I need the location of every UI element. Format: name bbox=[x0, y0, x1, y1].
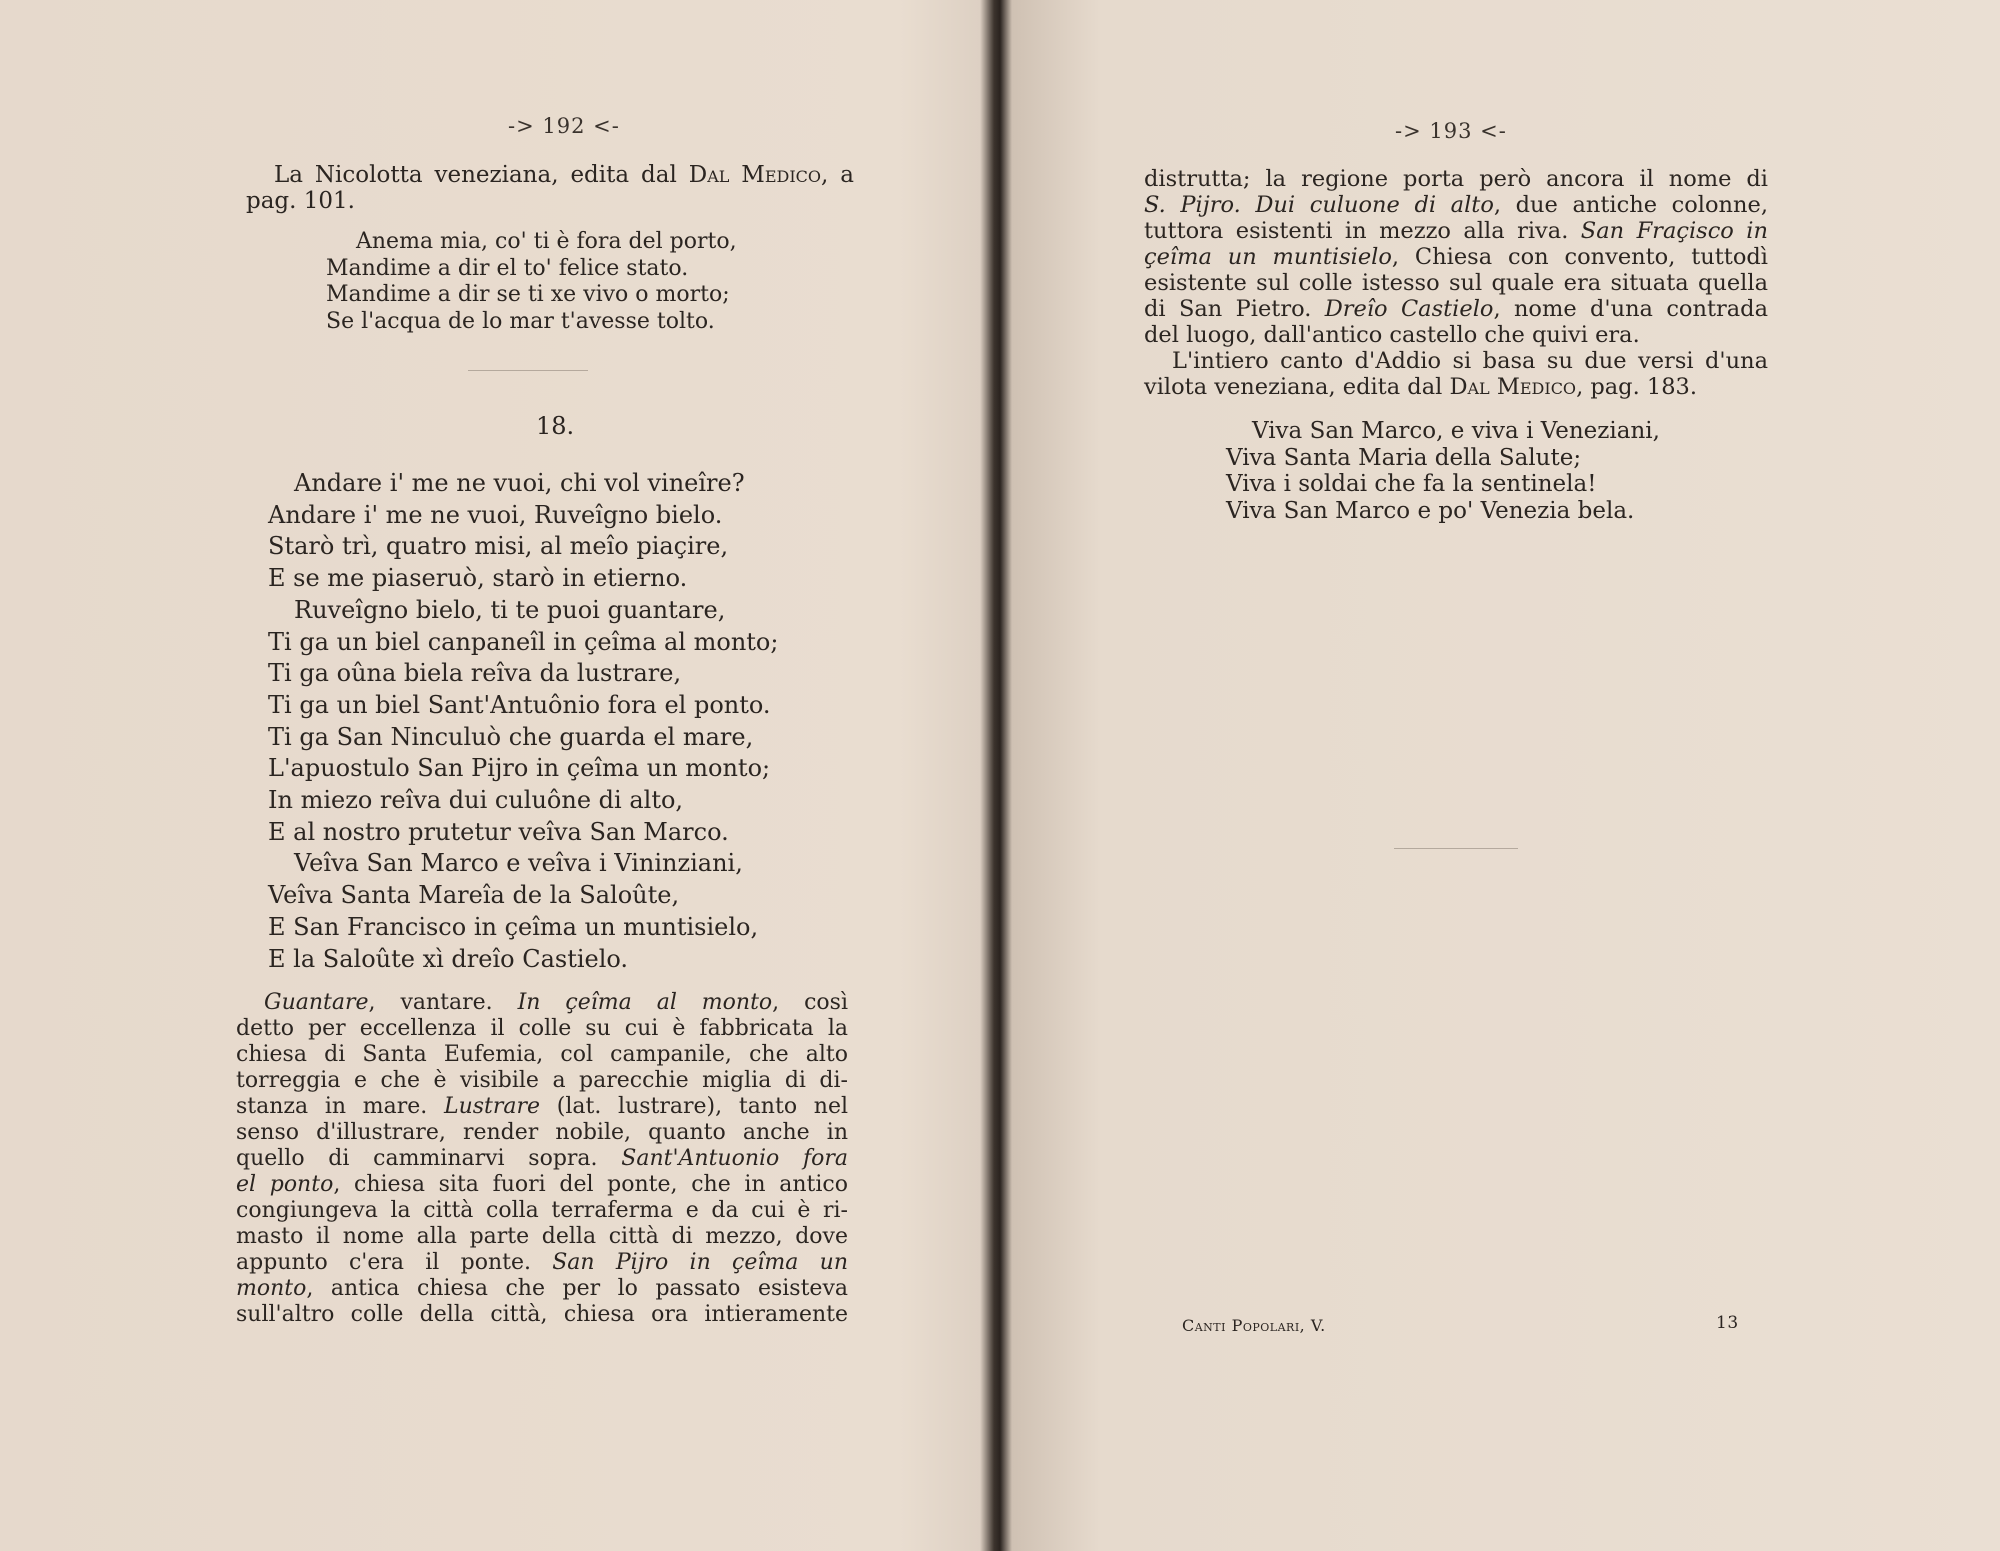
text-line: quello di camminarvi sopra. Sant'Antuonio fora bbox=[236, 1146, 849, 1171]
verse-line: Ti ga San Ninculuò che guarda el mare, bbox=[268, 722, 754, 751]
verse-line: Ti ga un biel Sant'Antuônio fora el ponto. bbox=[268, 690, 771, 719]
verse-line: Viva San Marco e po' Venezia bela. bbox=[1226, 497, 1635, 524]
page-number: -> 193 <- bbox=[1395, 119, 1507, 143]
text-line: di San Pietro. Dreîo Castielo, nome d'una contrada bbox=[1144, 296, 1768, 322]
verse-line: Se l'acqua de lo mar t'avesse tolto. bbox=[326, 308, 715, 334]
notes-paragraph bbox=[236, 990, 848, 1328]
text-line: S. Pijro. Dui culuone di alto, due antiche colonne, bbox=[1144, 192, 1768, 218]
verse-line: Mandime a dir el to' felice stato. bbox=[326, 255, 689, 281]
text-line: çeîma un muntisielo, Chiesa con convento, tuttodì bbox=[1144, 244, 1768, 270]
text-line: chiesa di Santa Eufemia, col campanile, che alto bbox=[236, 1042, 848, 1067]
text-line: senso d'illustrare, render nobile, quanto anche in bbox=[236, 1120, 848, 1145]
text-line: La Nicolotta veneziana, edita dal Dal Medico, a bbox=[274, 162, 855, 188]
show-through-divider bbox=[1394, 848, 1518, 849]
text-line: distrutta; la regione porta però ancora il nome di bbox=[1144, 166, 1768, 192]
verse-line: Mandime a dir se ti xe vivo o morto; bbox=[326, 282, 730, 307]
footer-signature: Canti Popolari, V. bbox=[1182, 1316, 1326, 1335]
verse-line: Veîva San Marco e veîva i Vininziani, bbox=[294, 849, 743, 878]
text-line: appunto c'era il ponte. San Pijro in çeîma un bbox=[236, 1250, 848, 1275]
text-line: esistente sul colle istesso sul quale era situata quella bbox=[1144, 270, 1768, 296]
verse-line: Ti ga un biel canpaneîl in çeîma al monto; bbox=[268, 627, 779, 656]
footer-number: 13 bbox=[1716, 1313, 1739, 1333]
verse-line: E la Saloûte xì dreîo Castielo. bbox=[268, 944, 629, 973]
song-verse bbox=[268, 468, 778, 975]
text-line: Guantare, vantare. In çeîma al monto, così bbox=[264, 990, 848, 1015]
text-line: congiungeva la città colla terraferma e da cui è ri- bbox=[236, 1198, 848, 1223]
text-line: pag. 101. bbox=[246, 188, 355, 214]
verse-line: Starò trì, quatro misi, al meîo piaçire, bbox=[268, 532, 729, 561]
verse-line: E se me piaseruò, starò in etierno. bbox=[268, 564, 688, 593]
text-line: monto, antica chiesa che per lo passato esisteva bbox=[236, 1276, 848, 1301]
text-line: sull'altro colle della città, chiesa ora intieramente bbox=[236, 1302, 848, 1327]
verse-line: Andare i' me ne vuoi, chi vol vineîre? bbox=[294, 469, 745, 497]
verse-line: Ti ga oûna biela reîva da lustrare, bbox=[268, 659, 682, 688]
verse-line: Andare i' me ne vuoi, Ruveîgno bielo. bbox=[268, 500, 723, 529]
text-line: torreggia e che è visibile a parecchie miglia di di- bbox=[236, 1068, 848, 1093]
text-line: detto per eccellenza il colle su cui è fabbricata la bbox=[236, 1016, 848, 1041]
verse-line: E al nostro prutetur veîva San Marco. bbox=[268, 817, 729, 846]
text-line: vilota veneziana, edita dal Dal Medico, pag. 183. bbox=[1144, 374, 1697, 400]
text-line: L'intiero canto d'Addio si basa su due versi d'una bbox=[1172, 348, 1768, 374]
right-page bbox=[1010, 0, 2000, 1551]
verse-line: Veîva Santa Mareîa de la Saloûte, bbox=[268, 881, 680, 910]
verse-line: Ruveîgno bielo, ti te puoi guantare, bbox=[294, 595, 726, 624]
verse-line: In miezo reîva dui culuône di alto, bbox=[268, 786, 684, 815]
verse-line: Anema mia, co' ti è fora del porto, bbox=[356, 229, 737, 254]
text-line: del luogo, dall'antico castello che quivi era. bbox=[1144, 322, 1640, 348]
page-number: -> 192 <- bbox=[508, 114, 620, 138]
section-divider bbox=[468, 370, 588, 371]
text-line: masto il nome alla parte della città di mezzo, dove bbox=[236, 1224, 848, 1249]
text-line: stanza in mare. Lustrare (lat. lustrare), tanto nel bbox=[236, 1094, 848, 1119]
notes-paragraph bbox=[1144, 166, 1768, 400]
verse-line: Viva i soldai che fa la sentinela! bbox=[1226, 471, 1597, 497]
quoted-verse bbox=[326, 229, 737, 335]
verse-line: E San Francisco in çeîma un muntisielo, bbox=[268, 912, 759, 941]
verse-line: L'apuostulo San Pijro in çeîma un monto; bbox=[268, 754, 771, 783]
quoted-verse bbox=[1226, 418, 1660, 524]
verse-line: Viva Santa Maria della Salute; bbox=[1226, 444, 1582, 471]
text-line: el ponto, chiesa sita fuori del ponte, che in antico bbox=[236, 1172, 849, 1197]
left-page bbox=[0, 0, 990, 1551]
text-line: tuttora esistenti in mezzo alla riva. San Fraçisco in bbox=[1144, 218, 1768, 244]
section-number: 18. bbox=[536, 412, 575, 440]
verse-line: Viva San Marco, e viva i Veneziani, bbox=[1252, 418, 1660, 444]
intro-paragraph bbox=[246, 162, 854, 214]
